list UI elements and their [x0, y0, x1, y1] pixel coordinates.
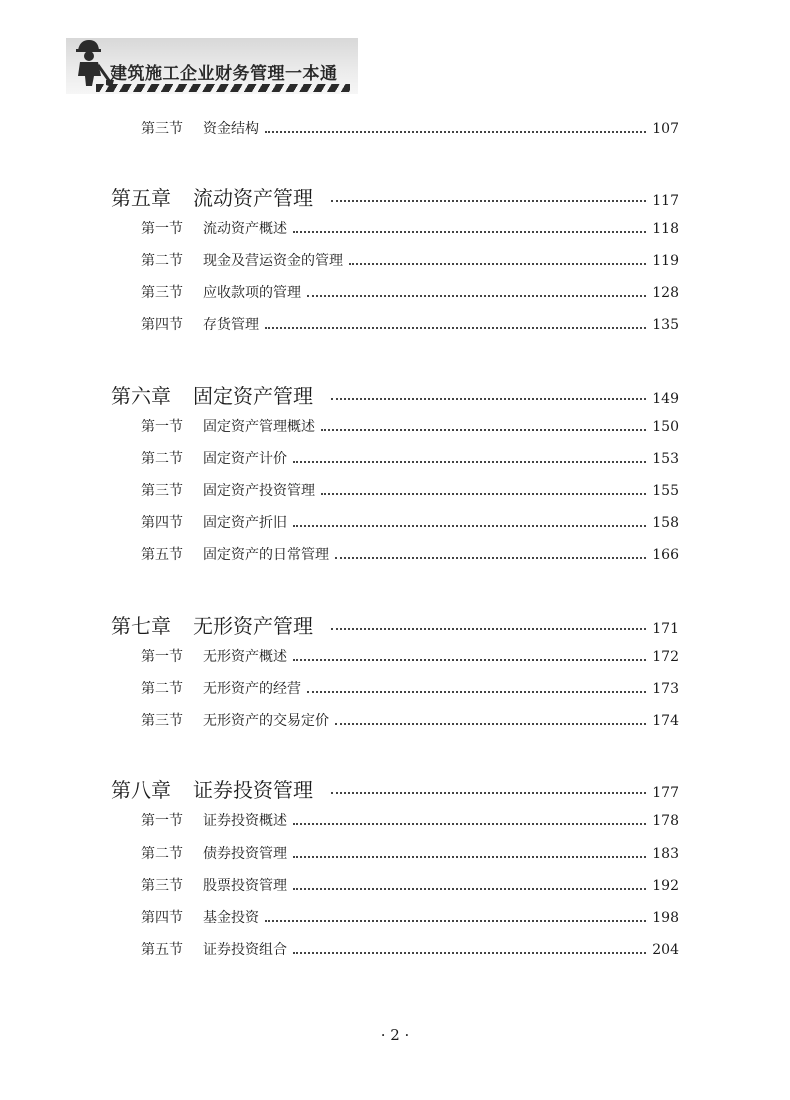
toc-section-row[interactable] — [141, 250, 679, 270]
section-title: 固定资产计价 — [203, 451, 287, 467]
toc-page-number: 174 — [652, 713, 679, 729]
toc-chapter-row[interactable] — [111, 774, 679, 803]
toc-page-number: 158 — [652, 515, 679, 531]
running-header — [66, 38, 358, 94]
section-number: 第五节 — [141, 547, 183, 563]
toc-page-number: 172 — [652, 649, 679, 665]
chapter-title: 固定资产管理 — [193, 384, 313, 408]
dot-leader — [293, 461, 646, 463]
section-title: 基金投资 — [203, 910, 259, 926]
section-number: 第二节 — [141, 253, 183, 269]
toc-page-number: 166 — [652, 547, 679, 563]
section-title: 无形资产的交易定价 — [203, 713, 329, 729]
toc-page-number: 155 — [652, 483, 679, 499]
section-title: 存货管理 — [203, 317, 259, 333]
toc-section-row[interactable] — [141, 282, 679, 302]
toc-section-row[interactable] — [141, 710, 679, 730]
toc-page-number: 107 — [652, 121, 679, 137]
dot-leader — [331, 792, 646, 794]
dot-leader — [335, 557, 646, 559]
toc-section-row[interactable] — [141, 810, 679, 830]
section-number: 第五节 — [141, 942, 183, 958]
chapter-title: 证券投资管理 — [193, 778, 313, 802]
dot-leader — [293, 952, 646, 954]
dot-leader — [293, 823, 646, 825]
section-number: 第三节 — [141, 483, 183, 499]
toc-chapter-row[interactable] — [111, 380, 679, 409]
section-number: 第三节 — [141, 285, 183, 301]
section-title: 应收款项的管理 — [203, 285, 301, 301]
toc-section-row[interactable] — [141, 448, 679, 468]
toc-section-row[interactable] — [141, 875, 679, 895]
toc-page-number: 198 — [652, 910, 679, 926]
section-title: 流动资产概述 — [203, 221, 287, 237]
toc-chapter-row[interactable] — [111, 610, 679, 639]
toc-page-number: 171 — [652, 621, 679, 637]
page-number: · 2 · — [380, 1026, 410, 1044]
dot-leader — [293, 888, 646, 890]
dot-leader — [321, 493, 646, 495]
toc-page-number: 204 — [652, 942, 679, 958]
section-title: 无形资产概述 — [203, 649, 287, 665]
toc-page-number: 173 — [652, 681, 679, 697]
dot-leader — [331, 200, 646, 202]
toc-section-row[interactable] — [141, 907, 679, 927]
dot-leader — [331, 398, 646, 400]
dot-leader — [293, 231, 646, 233]
section-number: 第三节 — [141, 121, 183, 137]
toc-page-number: 118 — [652, 221, 679, 237]
dot-leader — [293, 525, 646, 527]
section-number: 第四节 — [141, 317, 183, 333]
toc-section-row[interactable] — [141, 416, 679, 436]
section-number: 第一节 — [141, 221, 183, 237]
chapter-number: 第七章 — [111, 614, 171, 638]
dot-leader — [307, 295, 646, 297]
section-number: 第二节 — [141, 451, 183, 467]
section-number: 第一节 — [141, 419, 183, 435]
section-title: 证券投资组合 — [203, 942, 287, 958]
dot-leader — [265, 131, 646, 133]
toc-page-number: 150 — [652, 419, 679, 435]
toc-page-number: 177 — [652, 785, 679, 801]
dot-leader — [321, 429, 646, 431]
toc-chapter-row[interactable] — [111, 182, 679, 211]
chapter-number: 第六章 — [111, 384, 171, 408]
toc-page-number: 183 — [652, 846, 679, 862]
toc-section-row[interactable] — [141, 678, 679, 698]
section-title: 固定资产投资管理 — [203, 483, 315, 499]
section-title: 资金结构 — [203, 121, 259, 137]
toc-section-row[interactable] — [141, 939, 679, 959]
section-number: 第二节 — [141, 681, 183, 697]
section-number: 第四节 — [141, 910, 183, 926]
toc-section-row[interactable] — [141, 544, 679, 564]
toc-section-row[interactable] — [141, 118, 679, 138]
dot-leader — [293, 659, 646, 661]
chapter-title: 流动资产管理 — [193, 186, 313, 210]
toc-page-number: 178 — [652, 813, 679, 829]
dot-leader — [331, 628, 646, 630]
toc-page-number: 117 — [652, 193, 679, 209]
dot-leader — [349, 263, 646, 265]
construction-worker-icon — [68, 38, 114, 88]
toc-page-number: 135 — [652, 317, 679, 333]
toc-section-row[interactable] — [141, 218, 679, 238]
toc-page-number: 119 — [652, 253, 679, 269]
book-title: 建筑施工企业财务管理一本通 — [110, 64, 338, 84]
toc-page-number: 153 — [652, 451, 679, 467]
toc-section-row[interactable] — [141, 512, 679, 532]
section-number: 第三节 — [141, 878, 183, 894]
dot-leader — [265, 327, 646, 329]
section-title: 无形资产的经营 — [203, 681, 301, 697]
section-title: 证券投资概述 — [203, 813, 287, 829]
dot-leader — [307, 691, 646, 693]
section-number: 第一节 — [141, 813, 183, 829]
chapter-title: 无形资产管理 — [193, 614, 313, 638]
section-title: 固定资产的日常管理 — [203, 547, 329, 563]
section-title: 债券投资管理 — [203, 846, 287, 862]
dot-leader — [293, 856, 646, 858]
toc-section-row[interactable] — [141, 843, 679, 863]
hazard-stripe — [96, 84, 350, 92]
toc-section-row[interactable] — [141, 646, 679, 666]
section-number: 第一节 — [141, 649, 183, 665]
section-number: 第四节 — [141, 515, 183, 531]
dot-leader — [335, 723, 646, 725]
section-title: 现金及营运资金的管理 — [203, 253, 343, 269]
section-title: 固定资产管理概述 — [203, 419, 315, 435]
section-title: 股票投资管理 — [203, 878, 287, 894]
toc-page-number: 128 — [652, 285, 679, 301]
toc-section-row[interactable] — [141, 314, 679, 334]
section-title: 固定资产折旧 — [203, 515, 287, 531]
toc-page-number: 149 — [652, 391, 679, 407]
chapter-number: 第八章 — [111, 778, 171, 802]
dot-leader — [265, 920, 646, 922]
toc-page-number: 192 — [652, 878, 679, 894]
toc-section-row[interactable] — [141, 480, 679, 500]
section-number: 第三节 — [141, 713, 183, 729]
chapter-number: 第五章 — [111, 186, 171, 210]
section-number: 第二节 — [141, 846, 183, 862]
